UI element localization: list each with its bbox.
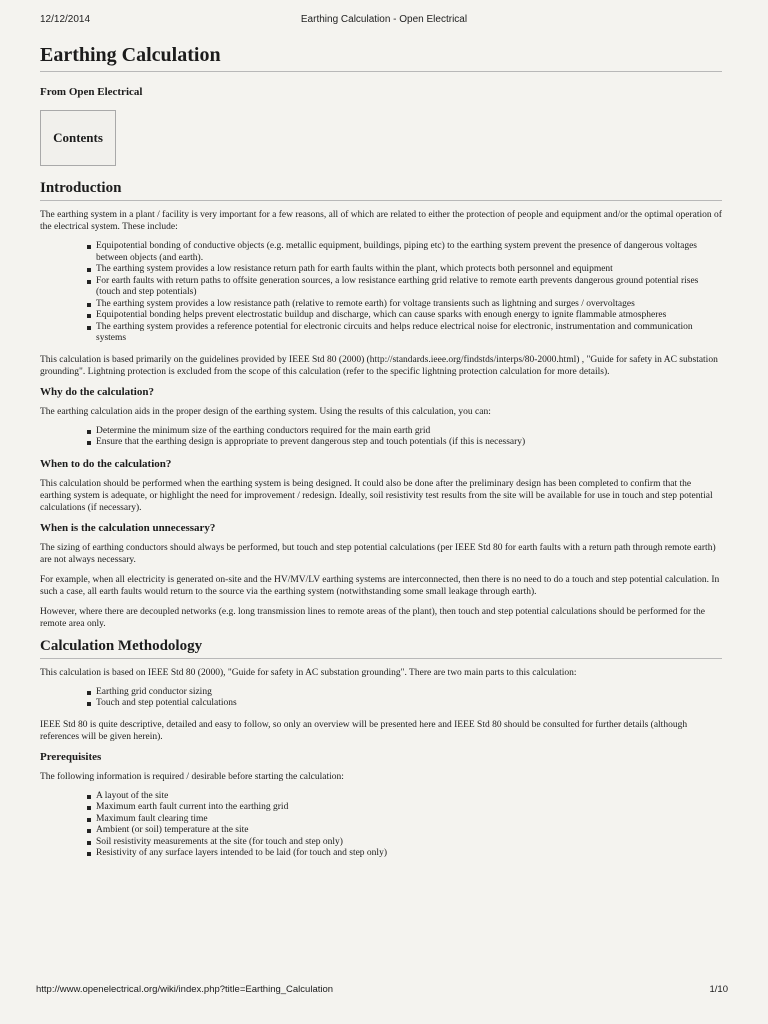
- list-item: Maximum earth fault current into the earthing grid: [96, 802, 722, 814]
- paragraph: However, where there are decoupled networks (e.g. long transmission lines to remote areas of the plant), then touch and step potential calculations should be performed for the remote area only.: [40, 606, 705, 629]
- paragraph: The following information is required / desirable before starting the calculation:: [40, 771, 344, 782]
- subheading-prerequisites: Prerequisites: [40, 750, 102, 763]
- list-item: For earth faults with return paths to offsite generation sources, a low resistance earthing grid relative to remote earth prevents dangerous ground potential rises (touch and step potentials): [96, 276, 722, 299]
- paragraph: The earthing calculation aids in the proper design of the earthing system. Using the results of this calculation, you can:: [40, 406, 491, 417]
- paragraph: The earthing system in a plant / facility is very important for a few reasons, all of which are related to either the protection of people and equipment and/or the optimal operation of the electrical system. These include:: [40, 210, 722, 232]
- list-item: The earthing system provides a low resistance return path for earth faults within the plant, which protects both personnel and equipment: [96, 264, 722, 276]
- list-item: Equipotential bonding of conductive objects (e.g. metallic equipment, buildings, piping etc) to the earthing system prevent the presence of dangerous voltages between objects (and earth).: [96, 241, 722, 264]
- footer-url: http://www.openelectrical.org/wiki/index.php?title=Earthing_Calculation: [36, 984, 334, 995]
- contents-label: Contents: [53, 130, 103, 145]
- print-footer: [36, 984, 728, 998]
- list-item: Equipotential bonding helps prevent electrostatic buildup and discharge, which can cause sparks with enough energy to ignite flammable atmospheres: [96, 310, 722, 322]
- list-item: The earthing system provides a low resistance path (relative to remote earth) for voltage transients such as lightning and surges / overvoltages: [96, 299, 722, 311]
- from-line: From Open Electrical: [40, 86, 143, 98]
- list-item: Touch and step potential calculations: [96, 698, 722, 710]
- subheading-when: When to do the calculation?: [40, 457, 172, 470]
- bullet-list-prereq: [40, 791, 722, 860]
- section-heading-methodology: Calculation Methodology: [40, 638, 722, 659]
- article: [40, 44, 722, 869]
- paragraph: IEEE Std 80 is quite descriptive, detailed and easy to follow, so only an overview will be presented here and IEEE Std 80 should be consulted for further details (although references will be given herein).: [40, 719, 688, 742]
- bullet-list-why: [40, 426, 722, 449]
- paragraph: The sizing of earthing conductors should always be performed, but touch and step potential calculations (per IEEE Std 80 for earth faults with a return path through remote earth) are not always necessary.: [40, 542, 716, 565]
- list-item: Ambient (or soil) temperature at the site: [96, 825, 722, 837]
- paragraph: This calculation is based primarily on the guidelines provided by IEEE Std 80 (2000) (http://standards.ieee.org/findstds/interps/80-2000.html) , "Guide for safety in AC substation grounding". Lightning protection is excluded from the scope of this calculation (refer to the specific lightning protection calculation for more details).: [40, 354, 718, 377]
- list-item: Determine the minimum size of the earthing conductors required for the main earth grid: [96, 426, 722, 438]
- print-title: Earthing Calculation - Open Electrical: [300, 14, 468, 25]
- paragraph: For example, when all electricity is generated on-site and the HV/MV/LV earthing systems are interconnected, then there is no need to do a touch and step potential calculation. In such a case, all earth faults would return to the source via the earthing system (notwithstanding some small leakage through earth).: [40, 574, 720, 597]
- section-heading-introduction: Introduction: [40, 180, 722, 201]
- list-item: The earthing system provides a reference potential for electronic circuits and helps reduce electrical noise for electronic, instrumentation and communication systems: [96, 322, 722, 345]
- print-header: [40, 14, 728, 28]
- list-item: Maximum fault clearing time: [96, 814, 722, 826]
- paragraph: This calculation should be performed when the earthing system is being designed. It could also be done after the preliminary design has been completed to confirm that the earthing system is adequate, or highlight the need for improvement / redesign. Ideally, soil resistivity test results from the site will be available for use in touch and step potential calculations (if necessary).: [40, 478, 713, 513]
- subheading-why: Why do the calculation?: [40, 385, 154, 398]
- list-item: Soil resistivity measurements at the site (for touch and step only): [96, 837, 722, 849]
- list-item: Resistivity of any surface layers intended to be laid (for touch and step only): [96, 848, 722, 860]
- paragraph: This calculation is based on IEEE Std 80 (2000), "Guide for safety in AC substation grounding". There are two main parts to this calculation:: [40, 667, 577, 678]
- contents-box[interactable]: [40, 110, 116, 166]
- list-item: A layout of the site: [96, 791, 722, 803]
- subheading-unnecessary: When is the calculation unnecessary?: [40, 521, 216, 534]
- bullet-list-method: [40, 687, 722, 710]
- list-item: Ensure that the earthing design is appropriate to prevent dangerous step and touch potentials (if this is necessary): [96, 437, 722, 449]
- list-item: Earthing grid conductor sizing: [96, 687, 722, 699]
- page-number: 1/10: [709, 984, 728, 995]
- print-date: 12/12/2014: [40, 14, 91, 25]
- bullet-list-intro: [40, 241, 722, 345]
- page-title: Earthing Calculation: [40, 44, 722, 72]
